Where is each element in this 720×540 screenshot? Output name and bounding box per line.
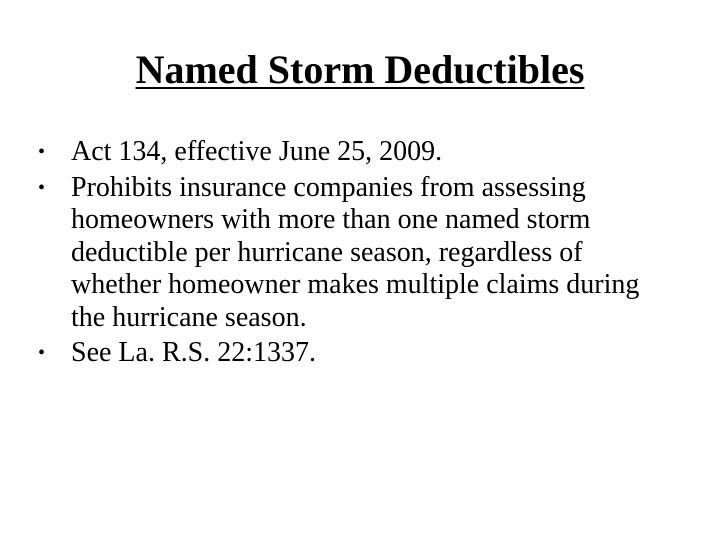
bullet-icon: • xyxy=(38,141,46,163)
bullet-icon: • xyxy=(38,176,46,199)
bullet-text: Prohibits insurance companies from assessing homeowners with more than one named storm deductible per hurricane season, regardless of whether homeowner makes multiple claims during the hurricane season. xyxy=(71,171,640,333)
bullet-text: Act 134, effective June 25, 2009. xyxy=(71,136,443,167)
bullet-text: See La. R.S. 22:1337. xyxy=(71,337,316,368)
bullet-item-act xyxy=(36,136,676,169)
bullet-item-citation xyxy=(36,337,676,370)
bullet-icon: • xyxy=(38,342,46,364)
slide-title: Named Storm Deductibles xyxy=(135,47,585,92)
bullet-list xyxy=(36,136,676,373)
bullet-item-prohibition xyxy=(36,172,676,335)
